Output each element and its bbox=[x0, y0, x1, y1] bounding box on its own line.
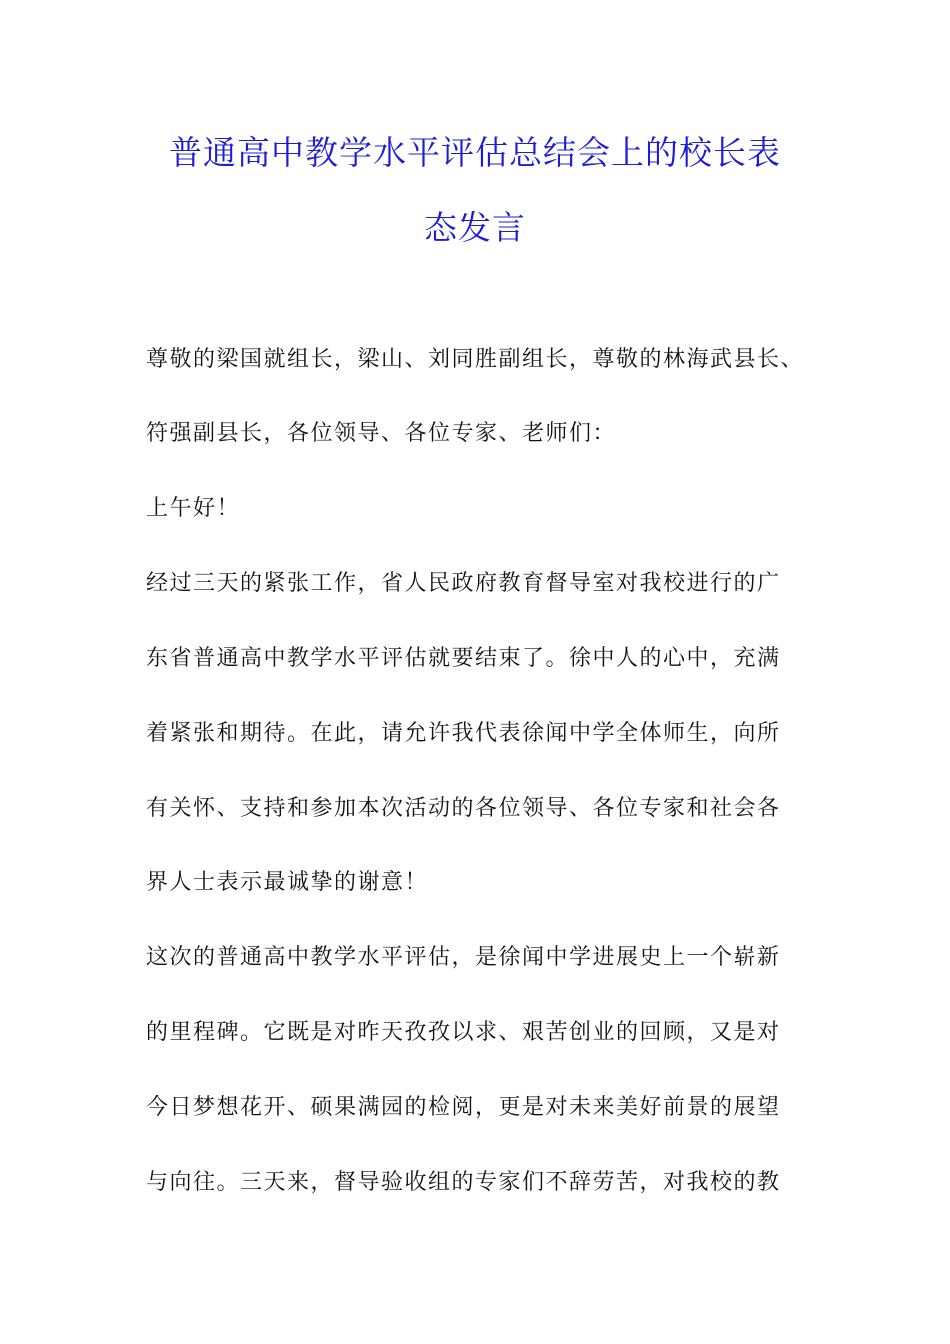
paragraph-2-line-2: 的里程碑。它既是对昨天孜孜以求、艰苦创业的回顾，又是对 bbox=[146, 1020, 781, 1045]
document-title-line-2: 态发言 bbox=[424, 208, 526, 247]
paragraph-2-line-4: 与向往。三天来，督导验收组的专家们不辞劳苦，对我校的教 bbox=[146, 1170, 781, 1195]
paragraph-1-line-4: 有关怀、支持和参加本次活动的各位领导、各位专家和社会各 bbox=[146, 796, 781, 821]
paragraph-2-line-3: 今日梦想花开、硕果满园的检阅，更是对未来美好前景的展望 bbox=[146, 1095, 781, 1120]
greeting-line: 上午好！ bbox=[146, 496, 241, 521]
paragraph-1-line-5: 界人士表示最诚挚的谢意！ bbox=[146, 870, 429, 895]
document-title-line-1: 普通高中教学水平评估总结会上的校长表 bbox=[169, 133, 781, 172]
paragraph-1-line-3: 着紧张和期待。在此，请允许我代表徐闻中学全体师生，向所 bbox=[146, 721, 781, 746]
paragraph-1-line-1: 经过三天的紧张工作，省人民政府教育督导室对我校进行的广 bbox=[146, 571, 781, 596]
paragraph-2-line-1: 这次的普通高中教学水平评估，是徐闻中学进展史上一个崭新 bbox=[146, 945, 781, 970]
salutation-line-2: 符强副县长，各位领导、各位专家、老师们： bbox=[146, 421, 617, 446]
paragraph-1-line-2: 东省普通高中教学水平评估就要结束了。徐中人的心中，充满 bbox=[146, 646, 781, 671]
salutation-line-1: 尊敬的梁国就组长，梁山、刘同胜副组长，尊敬的林海武县长、 bbox=[146, 347, 805, 372]
